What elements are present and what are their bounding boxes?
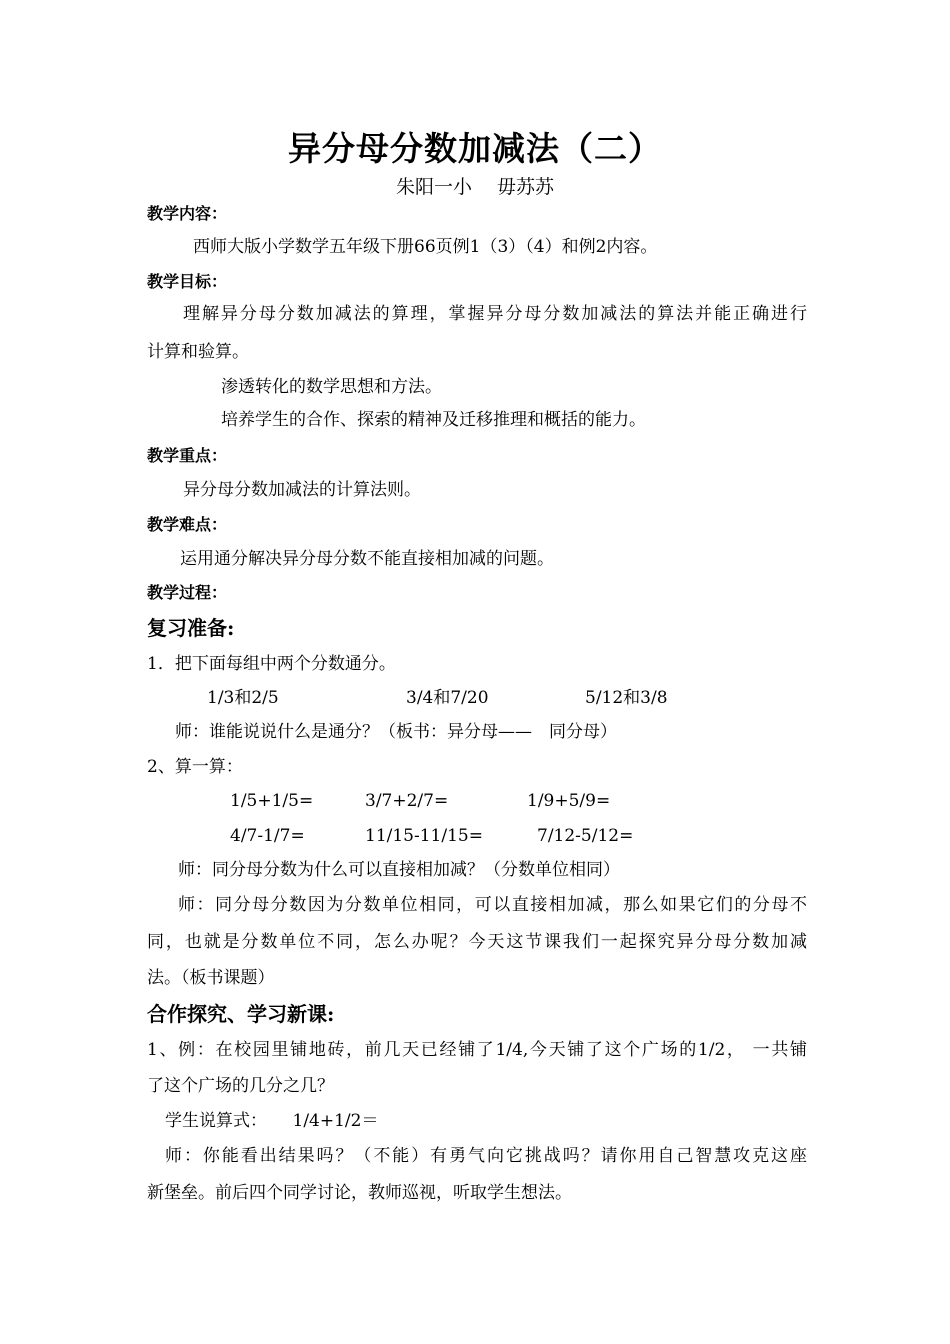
fraction-pair-1: 1/3和2/5 bbox=[207, 688, 279, 708]
key-heading: 教学重点： bbox=[147, 446, 228, 465]
content-heading: 教学内容： bbox=[147, 204, 228, 223]
calc-expression: 11/15-11/15= bbox=[365, 826, 483, 846]
goal1-line1: 理解异分母分数加减法的算理，掌握异分母分数加减法的算法并能正确进行 bbox=[183, 304, 807, 324]
key-text: 异分母分数加减法的计算法则。 bbox=[183, 480, 421, 500]
calc-expression: 4/7-1/7= bbox=[230, 826, 305, 846]
teacher-question-1: 师：谁能说说什么是通分？（板书：异分母—— 同分母） bbox=[175, 722, 617, 742]
explore-heading: 合作探究、学习新课: bbox=[147, 1002, 335, 1026]
fraction-pair-3: 5/12和3/8 bbox=[585, 688, 668, 708]
page-title: 异分母分数加减法（二） bbox=[288, 129, 662, 168]
teacher-challenge-line2: 新堡垒。前后四个同学讨论，教师巡视，听取学生想法。 bbox=[147, 1183, 572, 1203]
content-text: 西师大版小学数学五年级下册66页例1（3）（4）和例2内容。 bbox=[193, 237, 658, 257]
difficulty-heading: 教学难点： bbox=[147, 515, 228, 534]
student-formula: 学生说算式： 1/4+1/2＝ bbox=[165, 1111, 379, 1131]
calc-expression: 1/9+5/9= bbox=[527, 791, 611, 811]
teacher-paragraph-line3: 法。（板书课题） bbox=[147, 968, 275, 988]
calc-expression: 7/12-5/12= bbox=[537, 826, 634, 846]
calc-expression: 1/5+1/5= bbox=[230, 791, 314, 811]
goal3-text: 培养学生的合作、探索的精神及迁移推理和概括的能力。 bbox=[221, 410, 646, 430]
review-heading: 复习准备: bbox=[147, 616, 235, 640]
review-item2: 2、算一算： bbox=[147, 757, 243, 777]
teacher-paragraph-line1: 师：同分母分数因为分数单位相同，可以直接相加减，那么如果它们的分母不 bbox=[178, 895, 807, 915]
example-line2: 了这个广场的几分之几？ bbox=[147, 1076, 334, 1096]
goal1-line2: 计算和验算。 bbox=[147, 342, 249, 362]
review-item1: 1．把下面每组中两个分数通分。 bbox=[147, 654, 396, 674]
example-line1: 1、例：在校园里铺地砖，前几天已经铺了1/4,今天铺了这个广场的1/2， 一共铺 bbox=[147, 1040, 807, 1060]
difficulty-text: 运用通分解决异分母分数不能直接相加减的问题。 bbox=[180, 549, 554, 569]
teacher-paragraph-line2: 同，也就是分数单位不同，怎么办呢？今天这节课我们一起探究异分母分数加减 bbox=[147, 932, 807, 952]
teacher-challenge-line1: 师：你能看出结果吗？（不能）有勇气向它挑战吗？请你用自己智慧攻克这座 bbox=[165, 1146, 807, 1166]
calc-expression: 3/7+2/7= bbox=[365, 791, 449, 811]
goal2-text: 渗透转化的数学思想和方法。 bbox=[221, 377, 442, 397]
goals-heading: 教学目标： bbox=[147, 272, 228, 291]
fraction-pair-2: 3/4和7/20 bbox=[406, 688, 489, 708]
teacher-question-2: 师：同分母分数为什么可以直接相加减？（分数单位相同） bbox=[178, 860, 620, 880]
process-heading: 教学过程： bbox=[147, 583, 228, 602]
author-line: 朱阳一小 毋苏苏 bbox=[395, 176, 555, 198]
